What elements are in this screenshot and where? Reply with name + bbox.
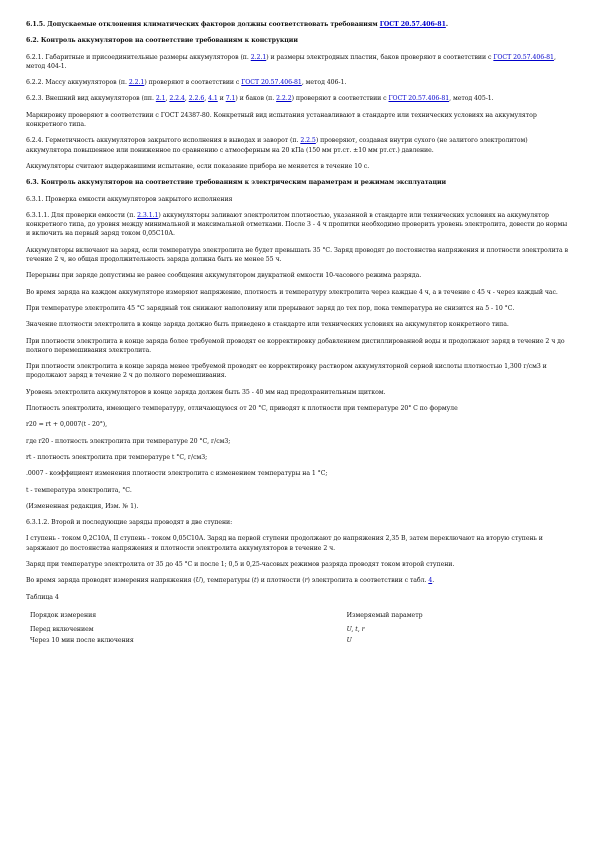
paragraph	[26, 518, 572, 527]
reference-link[interactable]: 2.2.1	[250, 53, 267, 61]
table-4	[26, 609, 572, 647]
text-segment: , метод 404-1.	[26, 53, 556, 70]
text-segment: ) аккумуляторы заливают электролитом плотностью, указанной в стандарте или технических условиях на аккумулятор конкретного типа, до уровня между минимальной и максимальной отметками. После 3 - 4 ч пропитки необходимо проверить уровень электролита, довести до нормы и включить на первый заряд током 0,05С10А.	[26, 211, 568, 238]
text-segment: где r20 - плотность электролита при температуре 20 °С, г/см3;	[26, 437, 231, 445]
section-heading	[26, 36, 572, 45]
paragraph	[26, 486, 572, 495]
text-segment: ) проверяют в соответствии с	[144, 79, 242, 87]
text-segment: t - температура электролита, °С.	[26, 486, 132, 494]
text-segment: Перерывы при заряде допустимы не ранее сообщения аккумулятором двукратной емкости 10-часового режима разряда.	[26, 272, 422, 280]
table-cell: Через 10 мин после включения	[30, 637, 134, 645]
text-segment: ) и размеры электродных пластин, баков проверяют в соответствии с	[266, 53, 494, 61]
paragraph	[26, 362, 572, 381]
paragraph	[26, 162, 572, 171]
paragraph	[26, 576, 572, 585]
table-header-cell: Порядок измерения	[30, 611, 97, 619]
text-segment: Аккумуляторы считают выдержавшими испытание, если показание прибора не меняется в течение 10 с.	[26, 162, 370, 170]
text-segment: 6.2. Контроль аккумуляторов на соответствие требованиям к конструкции	[26, 37, 298, 45]
reference-link[interactable]: 2.2.1	[128, 79, 145, 87]
text-segment: 6.2.4. Герметичность аккумуляторов закрытого исполнения в выводах и заворот (п.	[26, 137, 301, 145]
text-segment: Во время заряда проводят измерения напряжения (	[26, 577, 196, 585]
paragraph	[26, 560, 572, 569]
paragraph	[26, 534, 572, 553]
paragraph	[26, 593, 572, 602]
table-cell: U	[346, 637, 352, 645]
text-segment: При плотности электролита в конце заряда менее требуемой проводят ее корректировку раствором аккумуляторной серной кислоты плотностью 1,300 г/см3 и продолжают заряд в течение 2 ч до полного перемешивания.	[26, 363, 547, 380]
paragraph	[26, 246, 572, 265]
text-segment: Маркировку проверяют в соответствии с ГОСТ 24387-80. Конкретный вид испытания устанавливают в стандарте или технических условиях на аккумулятор конкретного типа.	[26, 111, 537, 129]
reference-link[interactable]: 2.3.1.1	[137, 211, 159, 219]
paragraph	[26, 337, 572, 356]
reference-link[interactable]: 7.1	[225, 95, 236, 103]
paragraph	[26, 111, 572, 130]
table-cell: U, t, r	[346, 626, 365, 634]
text-segment: Плотность электролита, имеющего температуру, отличающуюся от 20 °С, приводят к плотности при температуре 20° С по формуле	[26, 405, 458, 413]
text-segment: .	[445, 21, 448, 28]
paragraph	[26, 288, 572, 297]
text-segment: Аккумуляторы включают на заряд, если температура электролита не будет превышать 35 °С. Заряд проводят до постоянства напряжения и плотности электролита в течение 2 ч, но общая продолжительность заряда должна быть не менее 55 ч.	[26, 246, 569, 264]
reference-link[interactable]: ГОСТ 20.57.406-81	[388, 95, 450, 103]
document-page	[26, 20, 572, 647]
text-segment: 6.2.2. Массу аккумуляторов (п.	[26, 79, 129, 87]
paragraph	[26, 94, 572, 103]
text-segment: Значение плотности электролита в конце заряда должно быть приведено в стандарте или технических условиях на аккумулятор конкретного типа.	[26, 321, 509, 329]
paragraph	[26, 271, 572, 280]
reference-link[interactable]: 2.1	[155, 95, 166, 103]
italic-symbol: t	[254, 577, 257, 585]
text-segment: ,	[165, 95, 170, 103]
paragraph	[26, 78, 572, 87]
text-segment: ) электролита в соответствии с табл.	[307, 577, 429, 585]
text-segment: (Измененная редакция, Изм. № 1).	[26, 502, 139, 510]
table-row	[26, 624, 572, 635]
italic-symbol: U	[195, 577, 201, 585]
text-segment: , метод 405-1.	[449, 95, 494, 103]
paragraph	[26, 404, 572, 413]
text-segment: При плотности электролита в конце заряда более требуемой проводят ее корректировку добавлением дистиллированной воды и продолжают заряд в течение 2 ч до полного перемешивания электролита.	[26, 337, 565, 354]
text-segment: Во время заряда на каждом аккумуляторе измеряют напряжение, плотность и температуру электролита через каждые 4 ч, а в течение с 45 ч - через каждый час.	[26, 288, 558, 296]
table-cell: Перед включением	[30, 626, 94, 634]
text-segment: 6.3.1.1. Для проверки емкости (п.	[26, 211, 138, 219]
text-segment: ,	[204, 95, 209, 103]
text-segment: При температуре электролита 45 °С зарядный ток снижают наполовину или прерывают заряд до тех пор, пока температура не снизится на 5 - 10 °С.	[26, 304, 515, 312]
reference-link[interactable]: 2.2.5	[300, 137, 316, 145]
paragraph	[26, 502, 572, 511]
paragraph	[26, 437, 572, 446]
text-segment: rt - плотность электролита при температуре t °С, г/см3;	[26, 453, 208, 461]
table-row	[26, 635, 572, 646]
text-segment: Уровень электролита аккумуляторов в конце заряда должен быть 35 - 40 мм над предохранительным щитком.	[26, 388, 386, 396]
paragraph	[26, 304, 572, 313]
text-segment: .0007 - коэффициент изменения плотности электролита с изменением температуры на 1 °С;	[26, 470, 328, 478]
text-segment: ) проверяют, создавая внутри сухого (не залитого электролитом) аккумулятора повышенное или пониженное по сравнению с атмосферным на 20 кПа (150 мм рт.ст. ±10 мм рт.ст.) давление.	[26, 137, 528, 154]
text-segment: , метод 406-1.	[301, 79, 347, 87]
text-segment: ), температуры (	[200, 577, 254, 585]
paragraph	[26, 195, 572, 204]
text-segment: ) и плотности (	[256, 577, 305, 585]
section-heading	[26, 20, 572, 29]
section-heading	[26, 178, 572, 187]
text-segment: 6.3.1.2. Второй и последующие заряды проводят в две ступени:	[26, 519, 233, 527]
text-segment: 6.2.1. Габаритные и присоединительные размеры аккумуляторов (п.	[26, 53, 251, 61]
reference-link[interactable]: ГОСТ 20.57.406-81	[241, 79, 302, 87]
reference-link[interactable]: ГОСТ 20.57.406-81	[493, 53, 554, 61]
paragraph	[26, 53, 572, 72]
text-segment: Заряд при температуре электролита от 35 до 45 °С и после 1; 0,5 и 0,25-часовых режимов разряда проводят током второй ступени.	[26, 560, 455, 568]
text-segment: Таблица 4	[26, 593, 59, 601]
text-segment: и	[217, 95, 226, 103]
paragraph	[26, 388, 572, 397]
text-segment: 6.1.5. Допускаемые отклонения климатических факторов должны соответствовать требованиям	[26, 21, 380, 28]
italic-symbol: r	[304, 577, 308, 585]
text-segment: ,	[184, 95, 189, 103]
paragraph	[26, 420, 572, 429]
paragraph	[26, 136, 572, 155]
text-segment: r20 = rt + 0,0007(t - 20°),	[26, 421, 108, 429]
table-header-row	[26, 609, 572, 624]
text-segment: .	[432, 577, 435, 585]
text-segment: 6.3. Контроль аккумуляторов на соответствие требованиям к электрическим параметрам и режимам эксплуатации	[26, 179, 447, 187]
text-segment: ) и баков (п.	[235, 95, 277, 103]
reference-link[interactable]: 4.1	[208, 95, 218, 103]
reference-link[interactable]: 2.2.6	[188, 95, 205, 103]
reference-link[interactable]: 4	[428, 577, 433, 585]
paragraph	[26, 211, 572, 239]
paragraph	[26, 320, 572, 329]
text-segment: ) проверяют в соответствии с	[291, 95, 389, 103]
paragraph	[26, 453, 572, 462]
paragraph	[26, 469, 572, 478]
text-segment: 6.3.1. Проверка емкости аккумуляторов закрытого исполнения	[26, 195, 233, 203]
reference-link[interactable]: 2.2.4	[169, 95, 185, 103]
reference-link[interactable]: 2.2.2	[276, 95, 292, 103]
document-body	[26, 20, 572, 602]
table-header-cell: Измеряемый параметр	[346, 611, 423, 619]
text-segment: 6.2.3. Внешний вид аккумуляторов (пп.	[26, 95, 156, 103]
text-segment: I ступень - током 0,2С10А, II ступень - током 0,05С10А. Заряд на первой ступени продолжают до напряжения 2,35 В, затем переключают на вторую ступень и заряжают до постоянства напряжения и плотности электролита аккумуляторов в течение 2 ч.	[26, 535, 543, 552]
reference-link[interactable]: ГОСТ 20.57.406-81	[379, 21, 446, 28]
